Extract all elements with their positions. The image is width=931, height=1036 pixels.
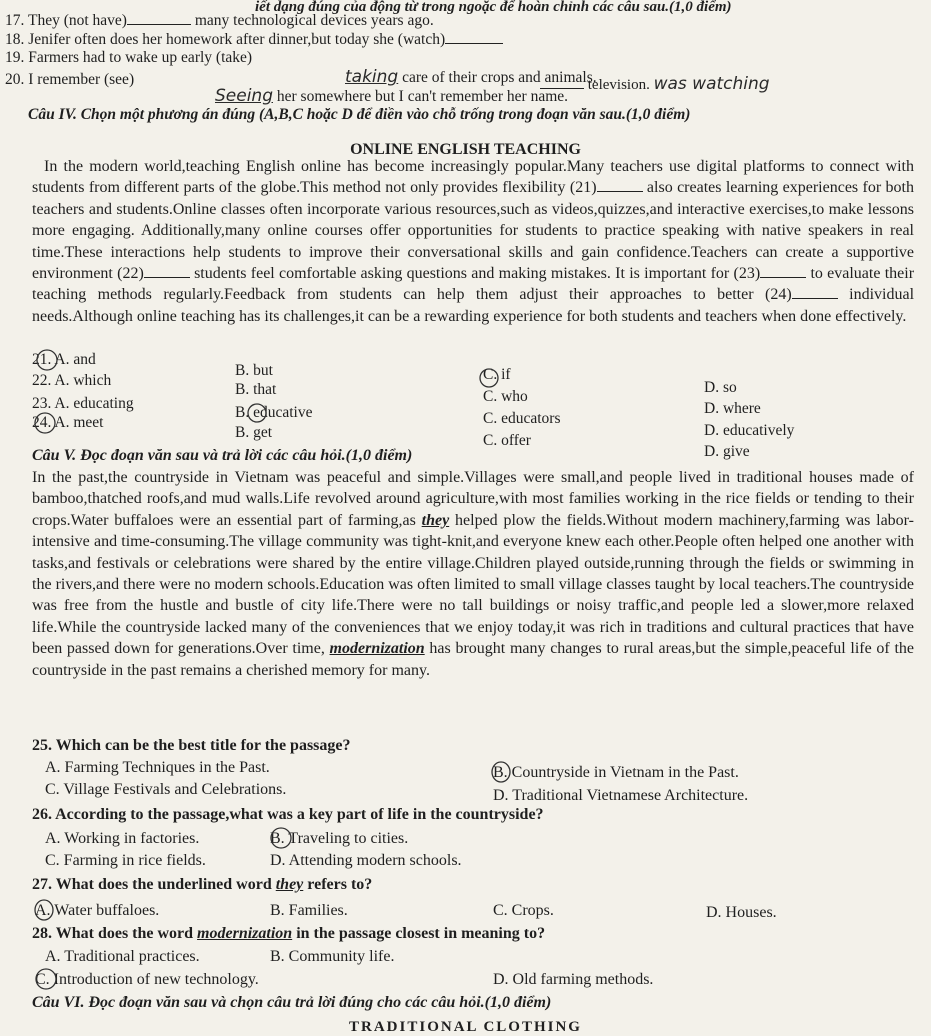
option-22b[interactable]: B. that (235, 381, 277, 398)
option-23c[interactable]: C. educators (483, 410, 561, 427)
question-18-tail: television. was watching (540, 75, 770, 94)
passage-countryside: In the past,the countryside in Vietnam was peaceful and simple.Villages were small,and people lived in traditional houses made of bamboo,thatched roofs,and mud walls.Life revolved around agriculture,with most families working in the rice fields or tending to their crops.Water buffaloes were an essential part of farming,as they helped plow the fields.Without modern machinery,farming was labor-intensive and time-consuming.The village community was tight-knit,and everyone knew each other.People often helped one another with tasks,and festivals or celebrations were shared by the entire village.Children played outside,running through the fields or swimming in the rivers,and there were no modern schools.Education was often limited to small village classes taught by local teachers.The countryside was free from the hustle and bustle of city life.There were no tall buildings or noisy traffic,and people led a slower,more relaxed life.While the countryside lacked many of the conveniences that we enjoy today,it was rich in traditions and cultural practices that have been passed down for generations.Over time, modernization has brought many changes to rural areas,but the simple,peaceful life of the countryside in the past remains a cherished memory for many. (32, 469, 915, 679)
q26-option-a[interactable]: A. Working in factories. (45, 830, 200, 847)
q28-option-a[interactable]: A. Traditional practices. (45, 948, 200, 965)
mark-26b (271, 828, 291, 848)
q28-option-c[interactable]: C. Introduction of new technology. (35, 971, 259, 988)
underlined-modernization: modernization (329, 640, 425, 658)
option-24d[interactable]: D. give (704, 443, 750, 460)
section-6-title: TRADITIONAL CLOTHING (349, 1019, 582, 1035)
question-17: 17. They (not have) many technological devices years ago. (5, 12, 434, 29)
question-27: 27. What does the underlined word they refers to? (32, 876, 373, 893)
q28-option-d[interactable]: D. Old farming methods. (493, 971, 654, 988)
q26-option-d[interactable]: D. Attending modern schools. (270, 852, 462, 869)
option-23a[interactable]: 23. A. educating (32, 395, 134, 412)
q25-option-b[interactable]: B. Countryside in Vietnam in the Past. (493, 764, 739, 781)
mark-25b (492, 762, 510, 782)
section-3-instruction-tail: iết dạng đúng của động từ trong ngoặc để hoàn chỉnh các câu sau.(1,0 điểm) (255, 0, 732, 15)
section-5-heading: Câu V. Đọc đoạn văn sau và trả lời các câu hỏi.(1,0 điểm) (32, 447, 413, 464)
question-28: 28. What does the word modernization in the passage closest in meaning to? (32, 925, 546, 942)
section-4-heading: Câu IV. Chọn một phương án đúng (A,B,C hoặc D để điền vào chỗ trống trong đoạn văn sau.(1,0 điểm) (28, 106, 691, 123)
q27-option-a[interactable]: A. Water buffaloes. (35, 902, 160, 919)
mark-27a (35, 900, 53, 920)
mark-24a (35, 413, 55, 433)
question-18: 18. Jenifer often does her homework after dinner,but today she (watch) (5, 31, 503, 49)
question-20: 20. I remember (see) (5, 71, 135, 88)
q26-option-c[interactable]: C. Farming in rice fields. (45, 852, 206, 869)
q27-option-d[interactable]: D. Houses. (706, 904, 777, 921)
option-21d[interactable]: D. so (704, 379, 737, 396)
mark-28c (36, 969, 56, 989)
mark-23b (248, 404, 266, 422)
mark-22c (480, 369, 498, 387)
question-25: 25. Which can be the best title for the passage? (32, 737, 351, 754)
mark-21a (37, 350, 57, 370)
option-24c[interactable]: C. offer (483, 432, 531, 449)
question-19: 19. Farmers had to wake up early (take) (5, 49, 253, 66)
option-23b[interactable]: B. educative (235, 404, 313, 421)
handwritten-answer-20: Seeing (215, 86, 273, 106)
handwritten-answer-18: was watching (653, 74, 770, 94)
option-21c[interactable]: C. if (483, 366, 511, 383)
option-23d[interactable]: D. educatively (704, 422, 795, 439)
q26-option-b[interactable]: B. Traveling to cities. (270, 830, 409, 847)
handwritten-answer-19: taking (345, 67, 399, 87)
passage-title-online: ONLINE ENGLISH TEACHING (350, 141, 581, 158)
passage-online-teaching: In the modern world,teaching English online has become increasingly popular.Many teachers use digital platforms to connect with students from different parts of the globe.This method not only provides flexibility (21) also creates learning experiences for both teachers and students.Online classes often incorporate various resources,such as videos,quizzes,and interactive exercises,to make lessons more engaging. Additionally,many online courses offer opportunities for students to practice speaking with native speakers in real time.These interactions help students to improve their conversational skills and gain confidence.Teachers can create a supportive environment (22) students feel comfortable asking questions and making mistakes. It is important for (23) to evaluate their teaching methods regularly.Feedback from students can help them adjust their approaches to better (24) individual needs.Although online teaching has its challenges,it can be a rewarding experience for both students and teachers when done effectively. (32, 158, 915, 325)
question-19-answer: taking care of their crops and animals. (345, 67, 597, 87)
underlined-they: they (421, 511, 450, 529)
q28-option-b[interactable]: B. Community life. (270, 948, 395, 965)
option-24b[interactable]: B. get (235, 424, 273, 441)
option-22a[interactable]: 22. A. which (32, 372, 112, 389)
option-21b[interactable]: B. but (235, 362, 273, 379)
question-26: 26. According to the passage,what was a key part of life in the countryside? (32, 806, 544, 823)
q25-option-c[interactable]: C. Village Festivals and Celebrations. (45, 781, 287, 798)
option-24a[interactable]: 24. A. meet (32, 414, 104, 431)
q25-option-a[interactable]: A. Farming Techniques in the Past. (45, 759, 270, 776)
option-22d[interactable]: D. where (704, 400, 761, 417)
option-22c[interactable]: C. who (483, 388, 528, 405)
q25-option-d[interactable]: D. Traditional Vietnamese Architecture. (493, 787, 749, 804)
section-6-heading: Câu VI. Đọc đoạn văn sau và chọn câu trả lời đúng cho các câu hỏi.(1,0 điểm) (32, 994, 552, 1011)
option-21a[interactable]: 21. A. and (32, 351, 96, 368)
q27-option-b[interactable]: B. Families. (270, 902, 348, 919)
question-20-answer: Seeing her somewhere but I can't remember her name. (215, 86, 569, 106)
q27-option-c[interactable]: C. Crops. (493, 902, 554, 919)
